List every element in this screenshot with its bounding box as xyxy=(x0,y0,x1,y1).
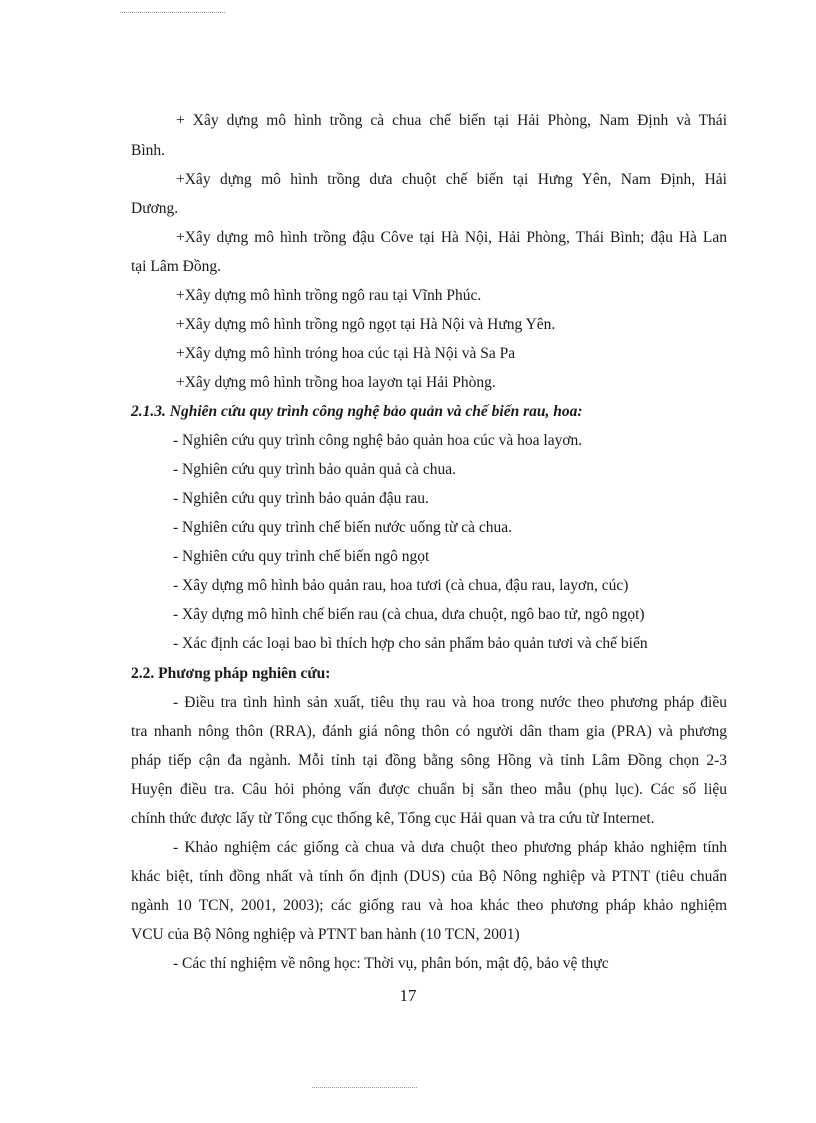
page-number: 17 xyxy=(399,986,417,1005)
method-paragraph-2-line: khác biệt, tính đồng nhất và tính ổn định (DUS) của Bộ Nông nghiệp và PTNT (tiêu chuẩn xyxy=(131,868,727,885)
research-item: - Xây dựng mô hình bảo quản rau, hoa tươi (cà chua, đậu rau, layơn, cúc) xyxy=(173,577,629,594)
method-paragraph-1-line: pháp tiếp cận đa ngành. Mỗi tỉnh tại đồng bằng sông Hồng và tỉnh Lâm Đồng chọn 2-3 xyxy=(131,752,727,769)
model-item: +Xây dựng mô hình trồng ngô ngọt tại Hà Nội và Hưng Yên. xyxy=(176,316,556,333)
method-paragraph-1-line: Huyện điều tra. Câu hỏi phỏng vấn được chuẩn bị sẵn theo mẫu (phụ lục). Các số liệu xyxy=(131,781,727,798)
scan-speck-bottom xyxy=(312,1087,417,1089)
bean-model-line: +Xây dựng mô hình trồng đậu Côve tại Hà Nội, Hải Phòng, Thái Bình; đậu Hà Lan xyxy=(176,229,727,246)
cucumber-model-line: +Xây dựng mô hình trồng dưa chuột chế biến tại Hưng Yên, Nam Định, Hải xyxy=(176,171,727,188)
research-item: - Nghiên cứu quy trình bảo quản đậu rau. xyxy=(173,490,429,507)
method-paragraph-1-line: chính thức được lấy từ Tổng cục thống kê, Tổng cục Hải quan và tra cứu từ Internet. xyxy=(131,810,655,827)
research-item: - Xây dựng mô hình chế biến rau (cà chua, dưa chuột, ngô bao tử, ngô ngọt) xyxy=(173,606,645,623)
research-item: - Nghiên cứu quy trình bảo quản quả cà chua. xyxy=(173,461,457,478)
model-item: +Xây dựng mô hình trồng hoa layơn tại Hải Phòng. xyxy=(176,374,496,391)
research-item: - Nghiên cứu quy trình công nghệ bảo quản hoa cúc và hoa layơn. xyxy=(173,432,583,449)
method-paragraph-2-line: VCU của Bộ Nông nghiệp và PTNT ban hành (10 TCN, 2001) xyxy=(131,926,520,943)
tomato-model-line: + Xây dựng mô hình trồng cà chua chế biến tại Hải Phòng, Nam Định và Thái xyxy=(176,112,727,129)
method-paragraph-2-line: - Khảo nghiệm các giống cà chua và dưa chuột theo phương pháp khảo nghiệm tính xyxy=(173,839,727,856)
scan-speck-top xyxy=(120,12,225,14)
method-paragraph-1-line: tra nhanh nông thôn (RRA), đánh giá nông thôn có người dân tham gia (PRA) và phương xyxy=(131,723,727,740)
method-paragraph-2-line: ngành 10 TCN, 2001, 2003); các giống rau và hoa khác theo phương pháp khảo nghiệm xyxy=(131,897,727,914)
cucumber-model-continuation: Dương. xyxy=(131,200,179,217)
research-item: - Nghiên cứu quy trình chế biến ngô ngọt xyxy=(173,548,430,565)
research-item: - Xác định các loại bao bì thích hợp cho sản phẩm bảo quản tươi và chế biến xyxy=(173,635,648,652)
method-paragraph-1-line: - Điều tra tình hình sản xuất, tiêu thụ rau và hoa trong nước theo phương pháp điều xyxy=(173,694,727,711)
section-213-heading: 2.1.3. Nghiên cứu quy trình công nghệ bảo quản và chế biến rau, hoa: xyxy=(131,403,583,420)
bean-model-continuation: tại Lâm Đồng. xyxy=(131,258,221,275)
method-paragraph-3-line: - Các thí nghiệm về nông học: Thời vụ, phân bón, mật độ, bảo vệ thực xyxy=(173,955,609,972)
section-22-heading: 2.2. Phương pháp nghiên cứu: xyxy=(131,665,331,682)
research-item: - Nghiên cứu quy trình chế biến nước uống từ cà chua. xyxy=(173,519,512,536)
model-item: +Xây dựng mô hình trồng ngô rau tại Vĩnh Phúc. xyxy=(176,287,482,304)
model-item: +Xây dựng mô hình tróng hoa cúc tại Hà Nội và Sa Pa xyxy=(176,345,516,362)
tomato-model-continuation: Bình. xyxy=(131,142,166,159)
